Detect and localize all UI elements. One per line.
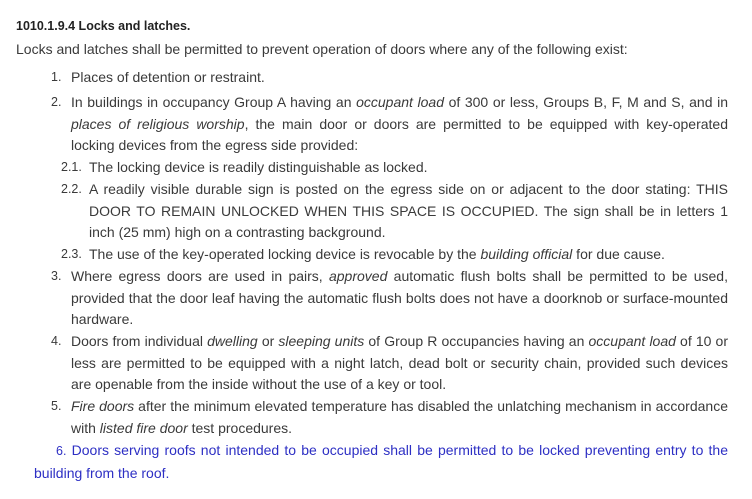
item-number: 4. <box>51 334 62 348</box>
list-item-2-3 <box>61 244 728 266</box>
item-text: The locking device is readily distinguishable as locked. <box>89 159 428 175</box>
item-number: 6. <box>56 444 67 458</box>
list-item-3 <box>51 266 728 331</box>
defined-term: occupant load <box>588 333 676 349</box>
item-text: In buildings in occupancy Group A having an <box>71 94 357 110</box>
list-item-2 <box>51 92 728 157</box>
defined-term: occupant load <box>356 94 444 110</box>
item-text: , the main door or doors are permitted to be equipped with key-operated locking devices from the egress side provided: <box>71 115 728 153</box>
defined-term: approved <box>328 268 388 284</box>
list-item-6 <box>34 440 728 484</box>
defined-term: Fire doors <box>71 398 135 414</box>
defined-term: places of religious worship <box>71 115 245 132</box>
item-text: of 300 or less, Groups B, F, M and S, and in <box>443 94 728 110</box>
list-item-2-2 <box>61 179 728 244</box>
item-number: 5. <box>51 399 62 413</box>
list-item-2-1 <box>61 157 728 179</box>
item-text: The use of the key-operated locking device is revocable by the <box>89 246 481 262</box>
item-text: or <box>257 333 279 349</box>
item-text: Where egress doors are used in pairs, <box>71 268 329 284</box>
item-text: Doors from individual <box>71 333 208 349</box>
item-text: automatic flush bolts shall be permitted to be used, provided that the door leaf having the automatic flush bolts does not have a doorknob or surface-mounted hardware. <box>71 268 728 327</box>
item-text: of Group R occupancies having an <box>364 333 589 349</box>
defined-term: listed fire door <box>99 419 188 436</box>
item-number: 2.2. <box>61 182 82 196</box>
item-text: of 10 or less are permitted to be equipped with a night latch, dead bolt or security chain, provided such devices are openable from the inside without the use of a key or tool. <box>71 333 728 392</box>
defined-term: building official <box>480 246 573 262</box>
item-text: A readily visible durable sign is posted on the egress side on or adjacent to the door stating: THIS DOOR TO REMAIN UNLOCKED WHEN THIS SPACE IS OCCUPIED. The sign shall be in letters 1 inch (25 mm) high on a contrasting background. <box>89 181 728 240</box>
list-item-4 <box>51 331 728 396</box>
list-item-1 <box>51 67 728 89</box>
item-number: 2. <box>51 95 62 109</box>
item-number: 2.3. <box>61 247 82 261</box>
defined-term: dwelling <box>207 333 258 349</box>
item-number: 3. <box>51 269 62 283</box>
section-heading: 1010.1.9.4 Locks and latches. <box>16 19 191 33</box>
item-text: Doors serving roofs not intended to be occupied shall be permitted to be locked preventing entry to the building from the roof. <box>34 442 729 481</box>
item-number: 1. <box>51 70 62 84</box>
item-text: for due cause. <box>572 246 665 262</box>
item-text: test procedures. <box>187 419 293 436</box>
defined-term: sleeping units <box>278 333 365 349</box>
list-item-5 <box>51 396 728 439</box>
item-number: 2.1. <box>61 160 82 174</box>
section-intro: Locks and latches shall be permitted to prevent operation of doors where any of the following exist: <box>16 41 628 57</box>
item-text: after the minimum elevated temperature has disabled the unlatching mechanism in accordance with <box>71 398 728 436</box>
item-text: Places of detention or restraint. <box>71 69 265 85</box>
